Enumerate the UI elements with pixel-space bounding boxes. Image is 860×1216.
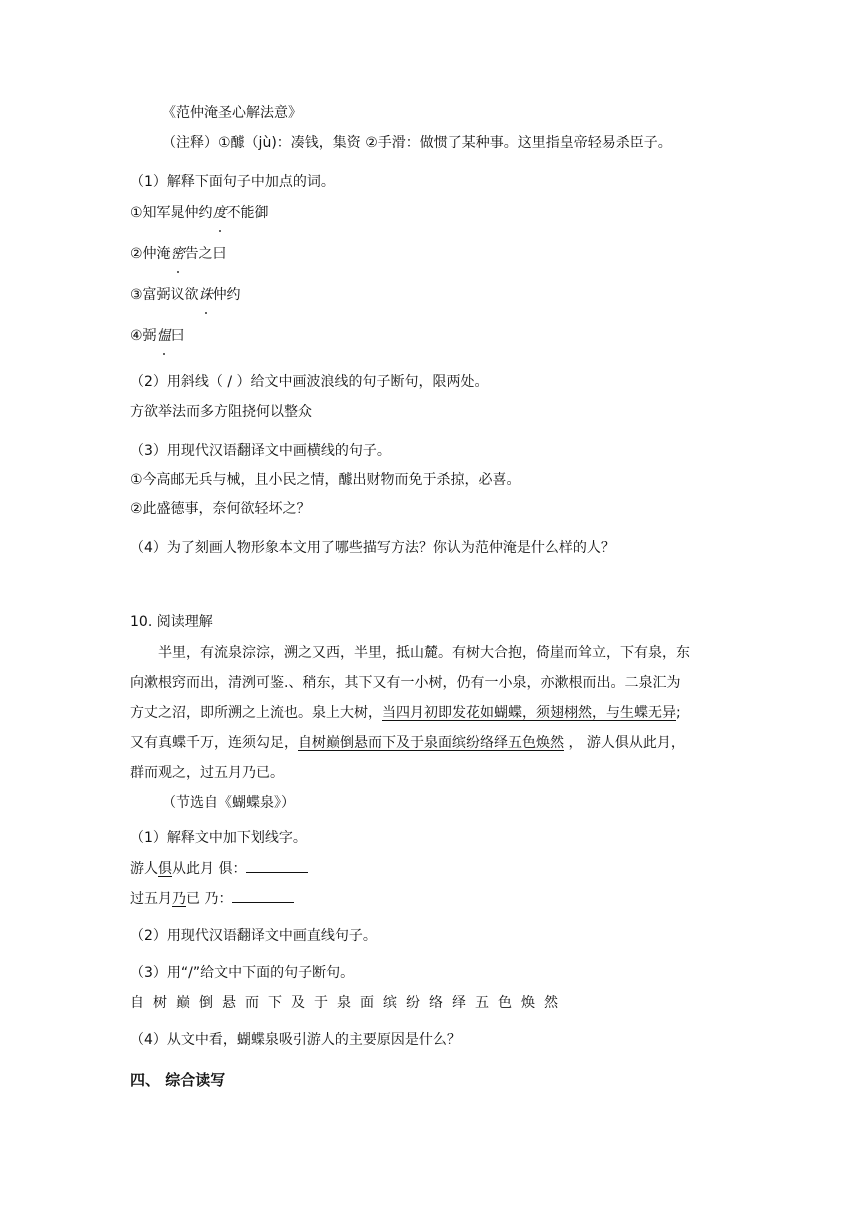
answer-blank[interactable] <box>246 858 308 873</box>
question-1-prompt: （1）解释文中加下划线字。 <box>130 830 307 846</box>
sentence-to-punctuate: 方欲举法而多方阻挠何以整众 <box>130 404 312 420</box>
word-item-4: ④弼愠曰 <box>130 328 185 344</box>
reading-heading: 10. 阅读理解 <box>130 614 213 630</box>
annotation-note: （注释）①醵（jù)：凑钱，集资 ②手滑：做惯了某种事。这里指皇帝轻易杀臣子。 <box>162 135 672 151</box>
passage-line: 方丈之沼，即所溯之上流也。泉上大树，当四月初即发花如蝴蝶，须翅栩然，与生蝶无异; <box>130 705 681 721</box>
section-heading: 四、 综合读写 <box>130 1071 226 1089</box>
translate-item-2: ②此盛德事，奈何欲轻坏之？ <box>130 501 311 517</box>
question-1-prompt: （1）解释下面句子中加点的词。 <box>130 174 335 190</box>
question-4-prompt: （4）从文中看，蝴蝶泉吸引游人的主要原因是什么？ <box>130 1032 461 1048</box>
passage-line: 半里，有流泉淙淙，溯之又西，半里，抵山麓。有树大合抱，倚崖而耸立，下有泉，东 <box>158 645 690 661</box>
underlined-sentence: 自树巅倒悬而下及于泉面缤纷络绎五色焕然 <box>298 735 564 751</box>
question-3-prompt: （3）用现代汉语翻译文中画横线的句子。 <box>130 443 391 459</box>
dotted-word: 密 <box>170 246 185 262</box>
translate-item-1: ①今高邮无兵与械，且小民之情，醵出财物而免于杀掠，必喜。 <box>130 472 521 488</box>
question-2-prompt: （2）用现代汉语翻译文中画直线句子。 <box>130 928 377 944</box>
question-4-prompt: （4）为了刻画人物形象本文用了哪些描写方法？你认为范仲淹是什么样的人？ <box>130 540 615 556</box>
dotted-word: 愠 <box>156 328 171 344</box>
passage-title: 《范仲淹圣心解法意》 <box>162 105 302 121</box>
word-item-1: ①知军晁仲约度不能御 <box>130 205 269 221</box>
question-3-prompt: （3）用“/”给文中下面的句子断句。 <box>130 965 355 981</box>
answer-blank[interactable] <box>232 888 294 903</box>
word-item-2: ②仲淹密告之曰 <box>130 246 227 262</box>
gloss-item-1: 游人俱从此月 俱： <box>130 858 308 879</box>
question-2-prompt: （2）用斜线（ / ）给文中画波浪线的句子断句，限两处。 <box>130 374 489 390</box>
underlined-word: 乃 <box>172 891 186 907</box>
passage-line: 向漱根窍而出，清洌可鉴.、稍东，其下又有一小树，仍有一小泉，亦漱根而出。二泉汇为 <box>130 675 681 691</box>
dotted-word: 度 <box>212 205 227 221</box>
source-citation: （节选自《蝴蝶泉》） <box>162 795 295 811</box>
word-item-3: ③富弼议欲诛仲约 <box>130 287 241 303</box>
gloss-item-2: 过五月乃已 乃： <box>130 888 294 909</box>
passage-line: 群而观之，过五月乃已。 <box>130 765 284 781</box>
underlined-word: 俱 <box>158 861 172 877</box>
passage-line: 又有真蝶千万，连须勾足，自树巅倒悬而下及于泉面缤纷络绎五色焕然 ， 游人俱从此月， <box>130 735 685 751</box>
dotted-word: 诛 <box>198 287 213 303</box>
underlined-sentence: 当四月初即发花如蝴蝶，须翅栩然，与生蝶无异 <box>382 705 676 721</box>
sentence-to-punctuate: 自树巅倒悬而下及于泉面缤纷络绎五色焕然 <box>130 995 567 1011</box>
